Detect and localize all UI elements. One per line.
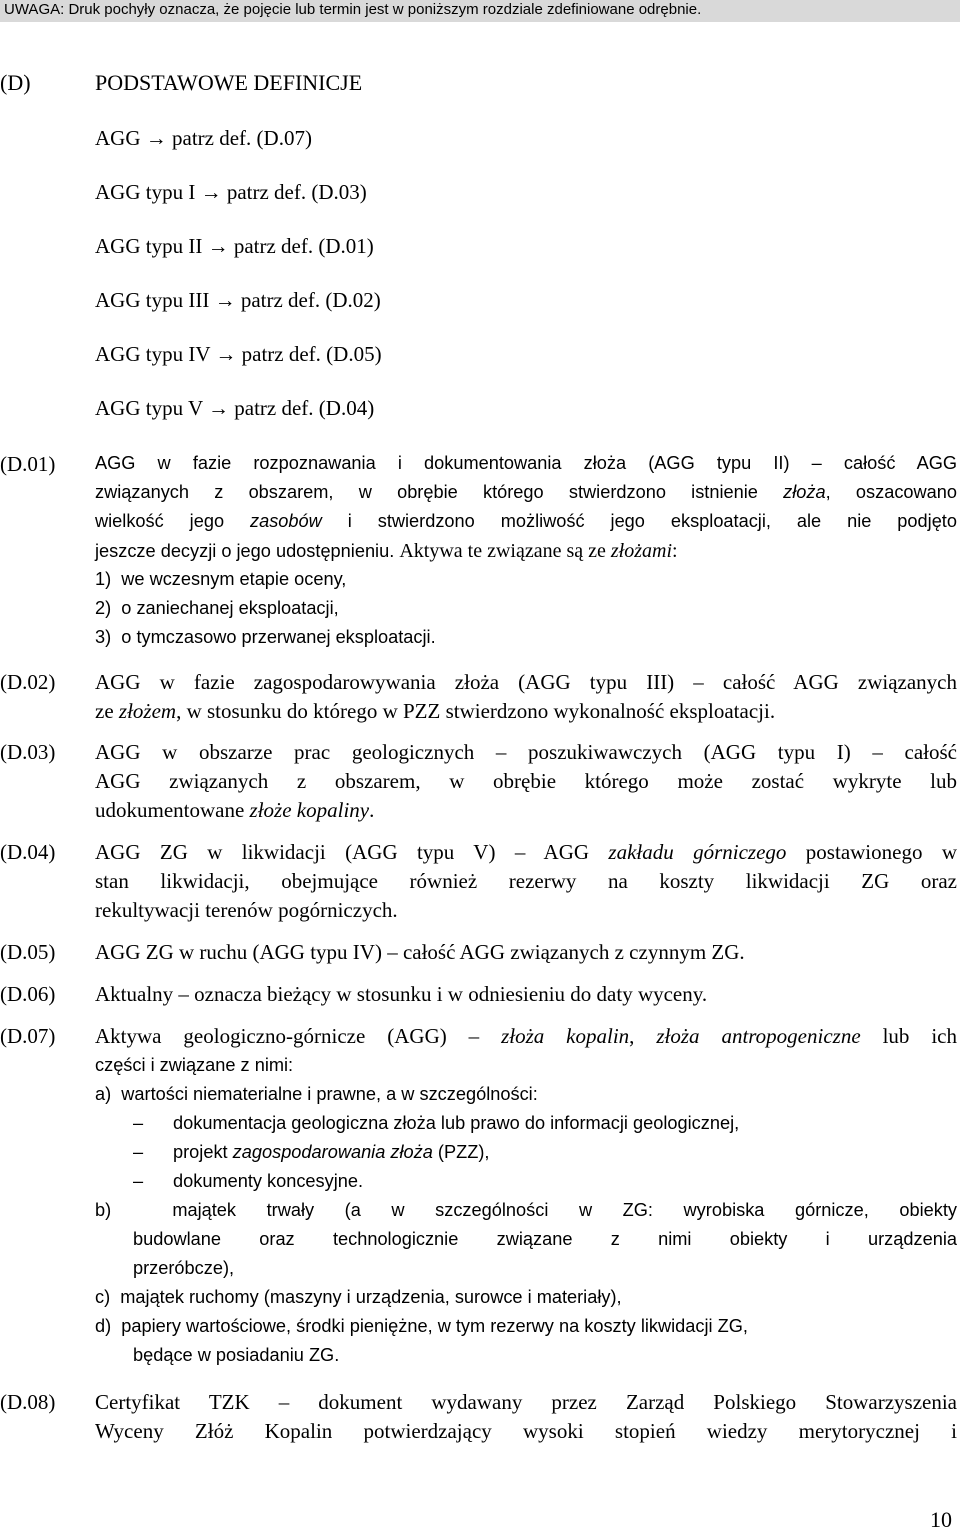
cross-ref: AGG typu III → patrz def. (D.02) — [95, 288, 381, 312]
definition-text: Aktualny – oznacza bieżący w stosunku i w odniesieniu do daty wyceny. — [95, 982, 708, 1006]
definition-text: AGG w obszarze prac geologicznych – poszukiwawczych (AGG typu I) – całość — [95, 740, 957, 764]
notice-text: UWAGA: Druk pochyły oznacza, że pojęcie lub termin jest w poniższym rozdziale zdefiniowane odrębnie. — [4, 1, 702, 18]
definition-text: ze złożem, w stosunku do którego w PZZ stwierdzono wykonalność eksploatacji. — [95, 699, 776, 723]
definition-number: (D.05) — [0, 940, 56, 964]
definition-number: (D.04) — [0, 840, 56, 864]
sub-list-item: – projekt zagospodarowania złoża (PZZ), — [133, 1142, 490, 1162]
definition-text: jeszcze decyzji o jego udostępnieniu. Aktywa te związane są ze złożami: — [95, 540, 678, 562]
list-item: b) majątek trwały (a w szczególności w ZG: wyrobiska górnicze, obiekty — [95, 1200, 957, 1220]
arrow-icon: → — [215, 342, 237, 366]
cross-ref: AGG typu IV → patrz def. (D.05) — [95, 342, 382, 366]
list-item: c) majątek ruchomy (maszyny i urządzenia, surowce i materiały), — [95, 1287, 622, 1307]
page-number: 10 — [930, 1507, 952, 1532]
arrow-icon: → — [214, 288, 236, 312]
definition-number: (D.07) — [0, 1024, 56, 1048]
cross-ref: AGG → patrz def. (D.07) — [95, 126, 312, 150]
arrow-icon: → — [208, 396, 229, 420]
definition-text: rekultywacji terenów pogórniczych. — [95, 898, 398, 922]
definition-text: AGG w fazie rozpoznawania i dokumentowania złoża (AGG typu II) – całość AGG — [95, 453, 957, 473]
dash-icon: – — [133, 1113, 144, 1133]
list-item: a) wartości niematerialne i prawne, a w szczególności: — [95, 1084, 538, 1104]
list-item-continuation: przeróbcze), — [133, 1258, 235, 1278]
cross-ref: AGG typu V → patrz def. (D.04) — [95, 396, 375, 420]
notice-banner — [0, 0, 960, 22]
definition-text: wielkość jego zasobów i stwierdzono możliwość jego eksploatacji, ale nie podjęto — [95, 511, 957, 531]
definition-text: części i związane z nimi: — [95, 1055, 294, 1075]
arrow-icon: → — [207, 234, 229, 258]
sub-list-item: – dokumentacja geologiczna złoża lub prawo do informacji geologicznej, — [133, 1113, 740, 1133]
arrow-icon: → — [145, 126, 167, 150]
cross-ref: AGG typu I → patrz def. (D.03) — [95, 180, 367, 204]
definition-text: udokumentowane złoże kopaliny. — [95, 798, 375, 822]
definition-text: AGG związanych z obszarem, w obrębie którego może zostać wykryte lub — [95, 769, 957, 793]
definition-text: Wyceny Złóż Kopalin potwierdzający wysoki stopień wiedzy merytorycznej i — [95, 1419, 957, 1443]
definition-number: (D.08) — [0, 1390, 56, 1414]
definition-number: (D.06) — [0, 982, 56, 1006]
list-item: 2) o zaniechanej eksploatacji, — [95, 598, 339, 618]
definition-number: (D.02) — [0, 670, 56, 694]
definition-number: (D.01) — [0, 452, 56, 476]
definition-text: AGG ZG w likwidacji (AGG typu V) – AGG zakładu górniczego postawionego w — [95, 840, 957, 864]
definition-text: stan likwidacji, obejmujące również rezerwy na koszty likwidacji ZG oraz — [95, 869, 957, 893]
list-item: 1) we wczesnym etapie oceny, — [95, 569, 347, 589]
section-title: PODSTAWOWE DEFINICJE — [95, 70, 363, 95]
definition-text: Aktywa geologiczno-górnicze (AGG) – złoża kopalin, złoża antropogeniczne lub ich — [95, 1024, 957, 1048]
arrow-icon: → — [200, 180, 222, 204]
list-item-continuation: budowlane oraz technologicznie związane z nimi obiekty i urządzenia — [133, 1229, 957, 1249]
list-item-continuation: będące w posiadaniu ZG. — [133, 1345, 340, 1365]
definition-text: AGG ZG w ruchu (AGG typu IV) – całość AGG związanych z czynnym ZG. — [95, 940, 745, 964]
sub-list-item: – dokumenty koncesyjne. — [133, 1171, 364, 1191]
dash-icon: – — [133, 1171, 144, 1191]
list-item: 3) o tymczasowo przerwanej eksploatacji. — [95, 627, 436, 647]
definition-number: (D.03) — [0, 740, 56, 764]
definition-text: związanych z obszarem, w obrębie którego stwierdzono istnienie złoża, oszacowano — [95, 482, 958, 502]
dash-icon: – — [133, 1142, 144, 1162]
definition-text: Certyfikat TZK – dokument wydawany przez Zarząd Polskiego Stowarzyszenia — [95, 1390, 957, 1414]
section-number: (D) — [0, 70, 31, 95]
definition-text: AGG w fazie zagospodarowywania złoża (AGG typu III) – całość AGG związanych — [95, 670, 957, 694]
cross-ref: AGG typu II → patrz def. (D.01) — [95, 234, 374, 258]
list-item: d) papiery wartościowe, środki pieniężne, w tym rezerwy na koszty likwidacji ZG, — [95, 1316, 748, 1336]
